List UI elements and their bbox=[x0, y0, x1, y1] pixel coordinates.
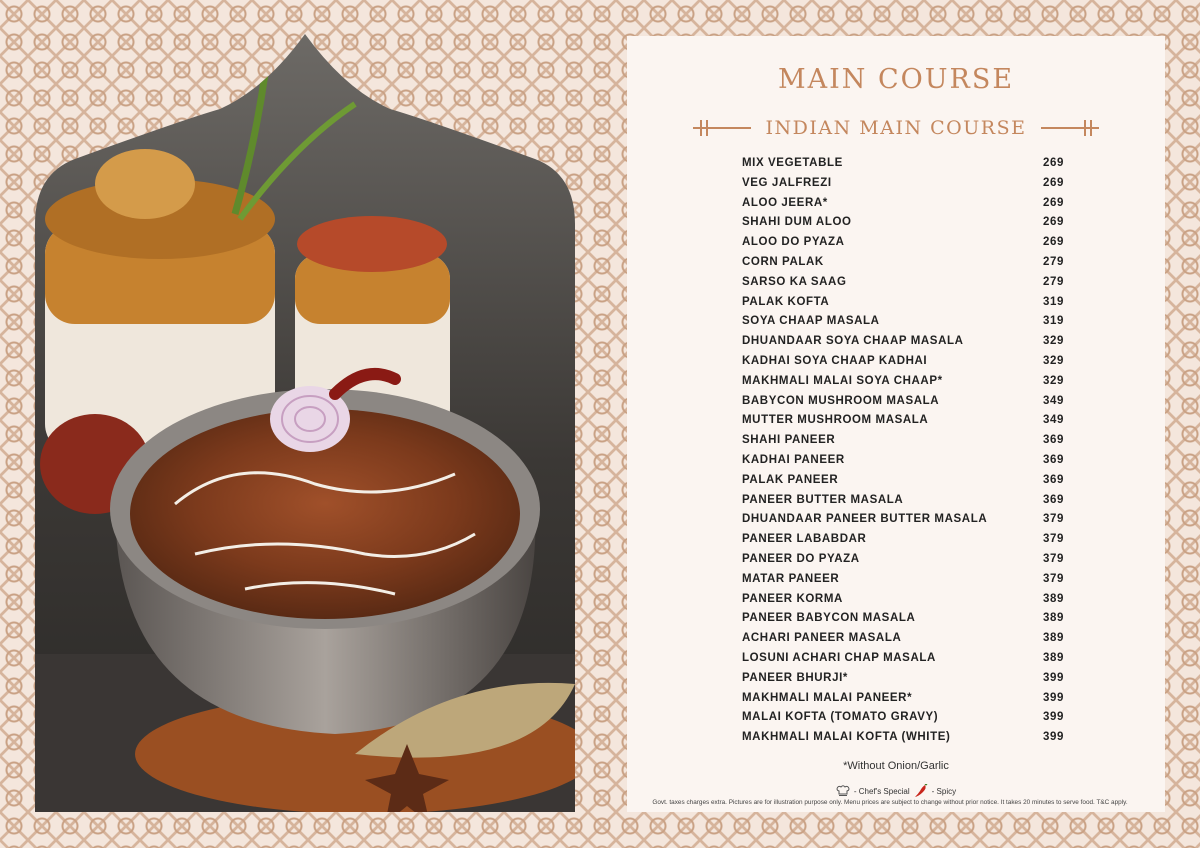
menu-item-price: 269 bbox=[1043, 216, 1064, 229]
menu-item-price: 399 bbox=[1043, 691, 1064, 704]
menu-item-name: MATAR PANEER bbox=[742, 572, 840, 585]
menu-item bbox=[742, 471, 1064, 491]
menu-item-name: SARSO KA SAAG bbox=[742, 275, 847, 288]
menu-item bbox=[742, 293, 1064, 313]
menu-item bbox=[742, 649, 1064, 669]
menu-card bbox=[627, 36, 1165, 812]
menu-item-price: 369 bbox=[1043, 493, 1064, 506]
menu-item bbox=[742, 411, 1064, 431]
menu-item bbox=[742, 550, 1064, 570]
menu-item bbox=[742, 372, 1064, 392]
menu-item-name: DHUANDAAR SOYA CHAAP MASALA bbox=[742, 335, 964, 348]
menu-item bbox=[742, 332, 1064, 352]
section-heading bbox=[693, 114, 1099, 142]
menu-item-name: CORN PALAK bbox=[742, 255, 824, 268]
menu-item-price: 379 bbox=[1043, 513, 1064, 526]
menu-item-price: 269 bbox=[1043, 176, 1064, 189]
menu-item-price: 369 bbox=[1043, 473, 1064, 486]
menu-item-price: 279 bbox=[1043, 275, 1064, 288]
menu-item-price: 269 bbox=[1043, 196, 1064, 209]
menu-item-name: PALAK KOFTA bbox=[742, 295, 830, 308]
menu-item-price: 349 bbox=[1043, 414, 1064, 427]
menu-item bbox=[742, 174, 1064, 194]
menu-item bbox=[742, 491, 1064, 511]
menu-item-name: KADHAI SOYA CHAAP KADHAI bbox=[742, 354, 928, 367]
menu-item bbox=[742, 570, 1064, 590]
menu-item bbox=[742, 689, 1064, 709]
menu-item-price: 369 bbox=[1043, 453, 1064, 466]
menu-item-price: 319 bbox=[1043, 295, 1064, 308]
menu-item-price: 399 bbox=[1043, 671, 1064, 684]
menu-item-price: 389 bbox=[1043, 592, 1064, 605]
menu-item-name: VEG JALFREZI bbox=[742, 176, 832, 189]
menu-item-name: PANEER BUTTER MASALA bbox=[742, 493, 904, 506]
menu-item-name: PANEER DO PYAZA bbox=[742, 552, 860, 565]
menu-item-name: PALAK PANEER bbox=[742, 473, 839, 486]
menu-item-price: 349 bbox=[1043, 394, 1064, 407]
menu-item bbox=[742, 392, 1064, 412]
menu-item-price: 399 bbox=[1043, 711, 1064, 724]
menu-item-name: SOYA CHAAP MASALA bbox=[742, 315, 880, 328]
menu-list bbox=[742, 154, 1064, 748]
menu-item bbox=[742, 590, 1064, 610]
menu-item-name: SHAHI DUM ALOO bbox=[742, 216, 852, 229]
page-title: MAIN COURSE bbox=[777, 64, 1015, 95]
menu-item bbox=[742, 728, 1064, 748]
menu-item bbox=[742, 253, 1064, 273]
menu-item-price: 329 bbox=[1043, 335, 1064, 348]
menu-item-name: ACHARI PANEER MASALA bbox=[742, 632, 902, 645]
legend bbox=[627, 784, 1165, 798]
footnote: *Without Onion/Garlic bbox=[843, 760, 949, 772]
menu-item-name: PANEER BABYCON MASALA bbox=[742, 612, 916, 625]
menu-item-name: MALAI KOFTA (TOMATO GRAVY) bbox=[742, 711, 939, 724]
menu-item bbox=[742, 154, 1064, 174]
menu-item-price: 269 bbox=[1043, 236, 1064, 249]
menu-item-name: MAKHMALI MALAI PANEER* bbox=[742, 691, 913, 704]
menu-item-price: 399 bbox=[1043, 731, 1064, 744]
menu-item-price: 329 bbox=[1043, 374, 1064, 387]
menu-item bbox=[742, 708, 1064, 728]
menu-item-name: ALOO DO PYAZA bbox=[742, 236, 845, 249]
menu-item-name: MAKHMALI MALAI KOFTA (WHITE) bbox=[742, 731, 951, 744]
menu-item-price: 319 bbox=[1043, 315, 1064, 328]
menu-item-name: SHAHI PANEER bbox=[742, 434, 836, 447]
menu-item-name: PANEER LABABDAR bbox=[742, 533, 867, 546]
menu-item-name: PANEER KORMA bbox=[742, 592, 843, 605]
menu-item-name: PANEER BHURJI* bbox=[742, 671, 848, 684]
menu-item-name: BABYCON MUSHROOM MASALA bbox=[742, 394, 940, 407]
menu-item-name: DHUANDAAR PANEER BUTTER MASALA bbox=[742, 513, 988, 526]
chef-hat-icon bbox=[836, 785, 850, 797]
menu-item-name: ALOO JEERA* bbox=[742, 196, 828, 209]
menu-item-price: 389 bbox=[1043, 612, 1064, 625]
menu-item-price: 389 bbox=[1043, 651, 1064, 664]
menu-item-price: 389 bbox=[1043, 632, 1064, 645]
menu-item bbox=[742, 233, 1064, 253]
menu-item bbox=[742, 352, 1064, 372]
chili-icon bbox=[914, 784, 928, 798]
menu-item bbox=[742, 530, 1064, 550]
section-subtitle: INDIAN MAIN COURSE bbox=[765, 117, 1027, 139]
menu-item-price: 379 bbox=[1043, 533, 1064, 546]
menu-item-name: MAKHMALI MALAI SOYA CHAAP* bbox=[742, 374, 943, 387]
menu-item-name: MIX VEGETABLE bbox=[742, 157, 843, 169]
menu-item-price: 379 bbox=[1043, 572, 1064, 585]
menu-item bbox=[742, 431, 1064, 451]
menu-item-price: 329 bbox=[1043, 354, 1064, 367]
menu-item bbox=[742, 273, 1064, 293]
menu-item bbox=[742, 510, 1064, 530]
chef-special-label: - Chef's Special bbox=[853, 786, 910, 796]
menu-item bbox=[742, 629, 1064, 649]
menu-item bbox=[742, 669, 1064, 689]
menu-item bbox=[742, 451, 1064, 471]
menu-item bbox=[742, 213, 1064, 233]
menu-item-price: 269 bbox=[1043, 157, 1064, 169]
menu-item-name: MUTTER MUSHROOM MASALA bbox=[742, 414, 929, 427]
menu-item-price: 279 bbox=[1043, 255, 1064, 268]
menu-item-name: LOSUNI ACHARI CHAP MASALA bbox=[742, 651, 936, 664]
spicy-label: - Spicy bbox=[931, 786, 957, 796]
menu-item-name: KADHAI PANEER bbox=[742, 453, 845, 466]
menu-item bbox=[742, 609, 1064, 629]
food-photo bbox=[35, 34, 575, 812]
menu-item bbox=[742, 194, 1064, 214]
disclaimer: Govt. taxes charges extra. Pictures are for illustration purpose only. Menu prices are subject to change without prior notice. It takes 20 minutes to serve food. T&C apply. bbox=[652, 799, 1128, 806]
menu-item bbox=[742, 312, 1064, 332]
menu-item-price: 379 bbox=[1043, 552, 1064, 565]
menu-item-price: 369 bbox=[1043, 434, 1064, 447]
